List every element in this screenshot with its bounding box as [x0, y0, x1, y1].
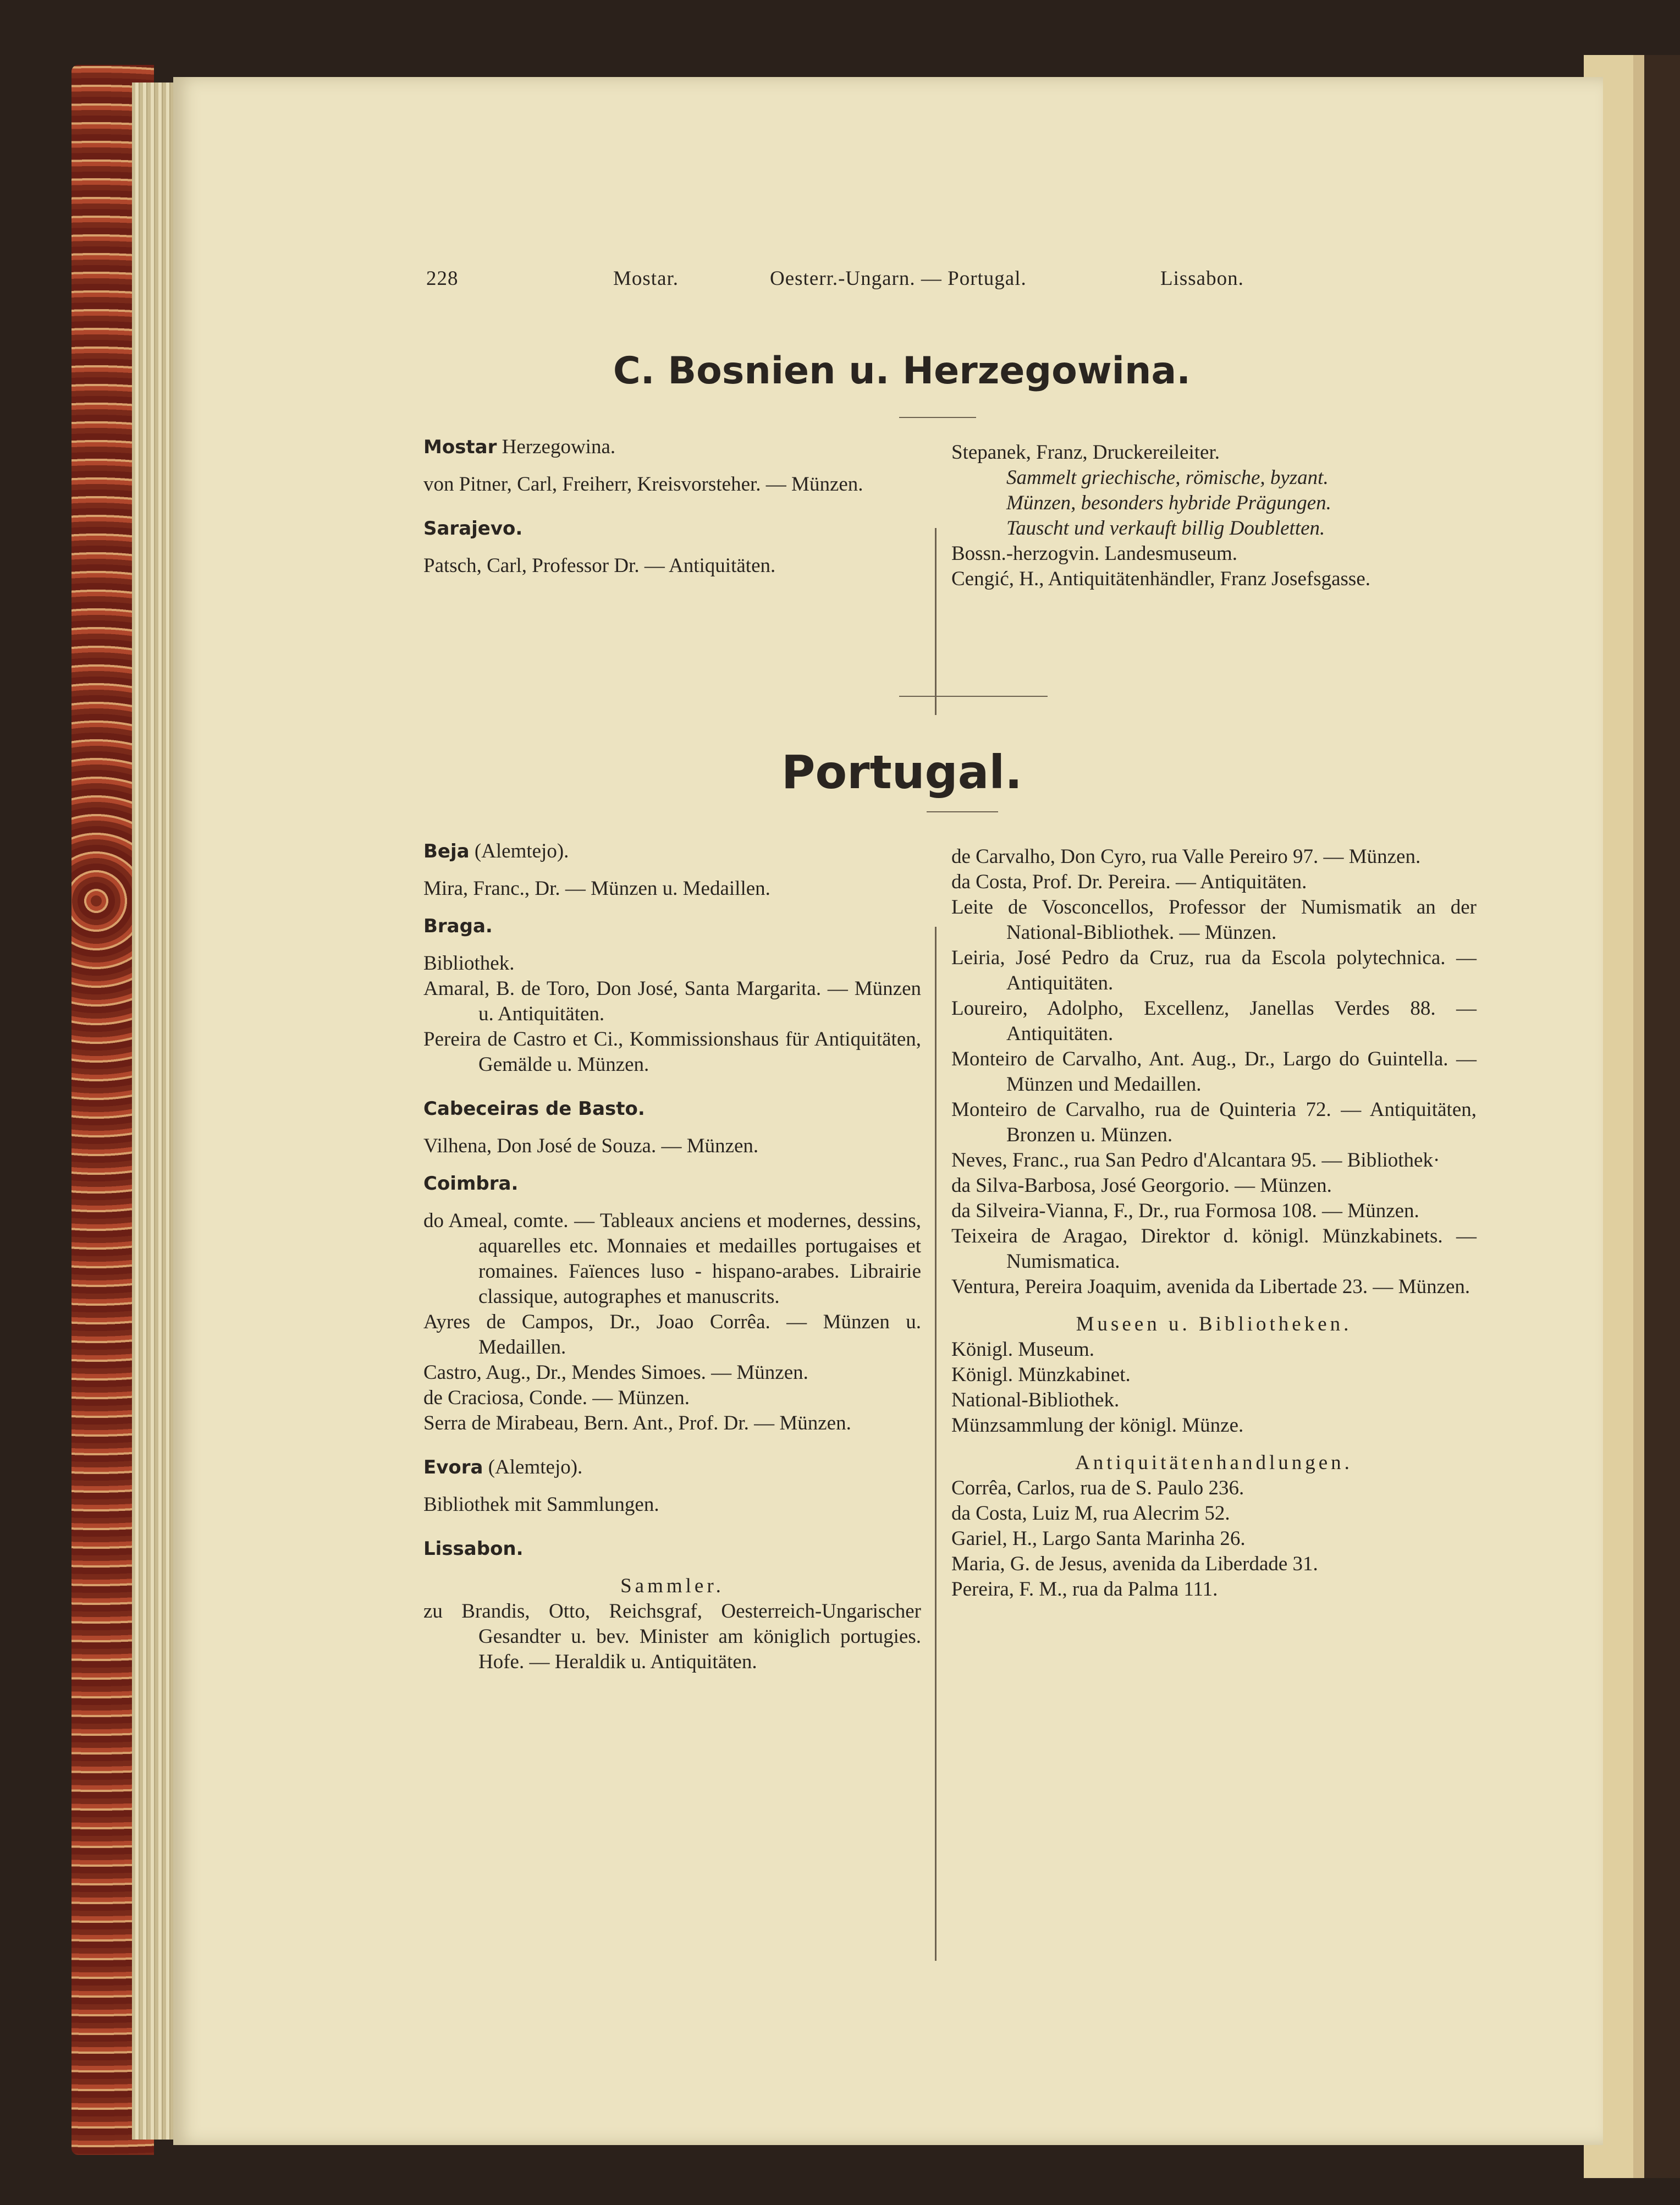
entry-castro: Castro, Aug., Dr., Mendes Simoes. — Münzen. — [423, 1361, 808, 1384]
entry-national-bibliothek: National-Bibliothek. — [951, 1389, 1120, 1411]
book-page — [173, 77, 1603, 2145]
city-heading: Cabeceiras de Basto. — [423, 1098, 645, 1120]
entry-stepanek: Stepanek, Franz, Druckereileiter. — [951, 441, 1220, 464]
entry-ayres: Ayres de Campos, Dr., Joao Corrêa. — Münzen u. Medaillen. — [423, 1311, 921, 1359]
entry-loureiro: Loureiro, Adolpho, Excellenz, Janellas Verdes 88. — Antiquitäten. — [951, 997, 1477, 1045]
entry-evora — [423, 1455, 921, 1480]
entry-patsch: Patsch, Carl, Professor Dr. — Antiquitäten. — [423, 554, 776, 577]
entry-silveira: da Silveira-Vianna, F., Dr., rua Formosa 108. — Münzen. — [951, 1200, 1419, 1222]
entry-maria: Maria, G. de Jesus, avenida da Liberdade 31. — [951, 1553, 1318, 1575]
entry-beja — [423, 839, 921, 864]
entry-amaral: Amaral, B. de Toro, Don José, Santa Margarita. — Münzen u. Antiquitäten. — [423, 977, 921, 1025]
subheading-museen: Museen u. Bibliotheken. — [1076, 1313, 1352, 1335]
city-heading: Sarajevo. — [423, 518, 523, 540]
entry-silva: da Silva-Barbosa, José Georgorio. — Münzen. — [951, 1174, 1332, 1197]
header-right: Lissabon. — [1160, 267, 1244, 290]
entry-evora-bibliothek: Bibliothek mit Sammlungen. — [423, 1493, 659, 1516]
stepanek-note: Sammelt griechische, römische, byzant. — [1006, 466, 1329, 489]
entry-craciosa: de Craciosa, Conde. — Münzen. — [423, 1387, 690, 1409]
entry-monteiro-2: Monteiro de Carvalho, rua de Quinteria 72. — Antiquitäten, Bronzen u. Münzen. — [951, 1098, 1477, 1146]
entry-teixeira: Teixeira de Aragao, Direktor d. königl. Münzkabinets. — Numismatica. — [951, 1225, 1477, 1273]
header-center: Oesterr.-Ungarn. — Portugal. — [770, 267, 1027, 290]
entry-carvalho-cyro: de Carvalho, Don Cyro, rua Valle Pereiro 97. — Münzen. — [951, 845, 1421, 868]
entry-braga-bibliothek: Bibliothek. — [423, 952, 515, 975]
stepanek-note: Tauscht und verkauft billig Doubletten. — [1006, 517, 1325, 540]
entry-leite: Leite de Vosconcellos, Professor der Numismatik an der National-Bibliothek. — Münzen. — [951, 896, 1477, 944]
entry-correa: Corrêa, Carlos, rua de S. Paulo 236. — [951, 1477, 1244, 1499]
entry-brandis: zu Brandis, Otto, Reichsgraf, Oesterreich-Ungarischer Gesandter u. bev. Minister am königlich portugies. Hofe. — Heraldik u. Antiquitäten. — [423, 1600, 921, 1673]
region-label: (Alemtejo). — [469, 840, 569, 862]
column-divider — [935, 528, 937, 715]
bosnia-left-column — [423, 435, 921, 579]
entry-cengic: Cengić, H., Antiquitätenhändler, Franz Josefsgasse. — [951, 568, 1370, 590]
entry-pereira-castro: Pereira de Castro et Ci., Kommissionshaus für Antiquitäten, Gemälde u. Münzen. — [423, 1028, 921, 1076]
entry-vilhena: Vilhena, Don José de Souza. — Münzen. — [423, 1135, 759, 1157]
header-left: Mostar. — [613, 267, 679, 290]
subheading-antiquitaeten: Antiquitätenhandlungen. — [1075, 1451, 1353, 1474]
section-rule — [899, 696, 1048, 697]
entry-dacosta-luiz: da Costa, Luiz M, rua Alecrim 52. — [951, 1502, 1230, 1525]
entry-neves: Neves, Franc., rua San Pedro d'Alcantara 95. — Bibliothek· — [951, 1149, 1440, 1172]
entry-muenzsammlung: Münzsammlung der königl. Münze. — [951, 1414, 1244, 1437]
section-title-bosnia: C. Bosnien u. Herzegowina. — [613, 349, 1191, 393]
entry-ventura: Ventura, Pereira Joaquim, avenida da Libertade 23. — Münzen. — [951, 1275, 1470, 1298]
stepanek-note: Münzen, besonders hybride Prägungen. — [1006, 492, 1331, 514]
entry-ameal: do Ameal, comte. — Tableaux anciens et modernes, dessins, aquarelles etc. Monnaies et medailles portugaises et romaines. Faïences luso - hispano-arabes. Librairie classique, autographes et manuscrits. — [423, 1209, 921, 1308]
entry-pitner: von Pitner, Carl, Freiherr, Kreisvorsteher. — Münzen. — [423, 473, 863, 496]
page-number: 228 — [426, 267, 459, 290]
entry-leiria: Leiria, José Pedro da Cruz, rua da Escola polytechnica. — Antiquitäten. — [951, 947, 1477, 994]
region-label: (Alemtejo). — [483, 1456, 583, 1478]
city-heading: Evora — [423, 1456, 483, 1478]
subheading-sammler: Sammler. — [620, 1575, 724, 1597]
title-rule — [899, 417, 976, 418]
portugal-left-column — [423, 839, 921, 1675]
entry-pereira-fm: Pereira, F. M., rua da Palma 111. — [951, 1578, 1218, 1601]
entry-da-costa-pereira: da Costa, Prof. Dr. Pereira. — Antiquitäten. — [951, 871, 1307, 893]
city-heading: Beja — [423, 840, 470, 862]
page-content — [173, 77, 1603, 2145]
city-heading: Lissabon. — [423, 1538, 524, 1560]
city-heading: Mostar — [423, 436, 497, 458]
city-heading: Coimbra. — [423, 1173, 519, 1195]
section-title-portugal: Portugal. — [781, 745, 1023, 799]
entry-gariel: Gariel, H., Largo Santa Marinha 26. — [951, 1527, 1246, 1550]
region-label: Herzegowina. — [497, 436, 616, 458]
entry-museum: Königl. Museum. — [951, 1338, 1095, 1361]
column-divider — [935, 927, 937, 1961]
entry-mira: Mira, Franc., Dr. — Münzen u. Medaillen. — [423, 877, 770, 900]
entry-mostar — [423, 435, 921, 460]
entry-monteiro-1: Monteiro de Carvalho, Ant. Aug., Dr., Largo do Guintella. — Münzen und Medaillen. — [951, 1048, 1477, 1096]
entry-serra: Serra de Mirabeau, Bern. Ant., Prof. Dr. — Münzen. — [423, 1412, 851, 1434]
title-rule — [927, 811, 998, 812]
portugal-right-column — [951, 844, 1477, 1602]
city-heading: Braga. — [423, 915, 493, 937]
entry-landesmuseum: Bossn.-herzogvin. Landesmuseum. — [951, 542, 1237, 565]
bosnia-right-column — [951, 440, 1477, 592]
entry-muenzkabinet: Königl. Münzkabinet. — [951, 1363, 1131, 1386]
